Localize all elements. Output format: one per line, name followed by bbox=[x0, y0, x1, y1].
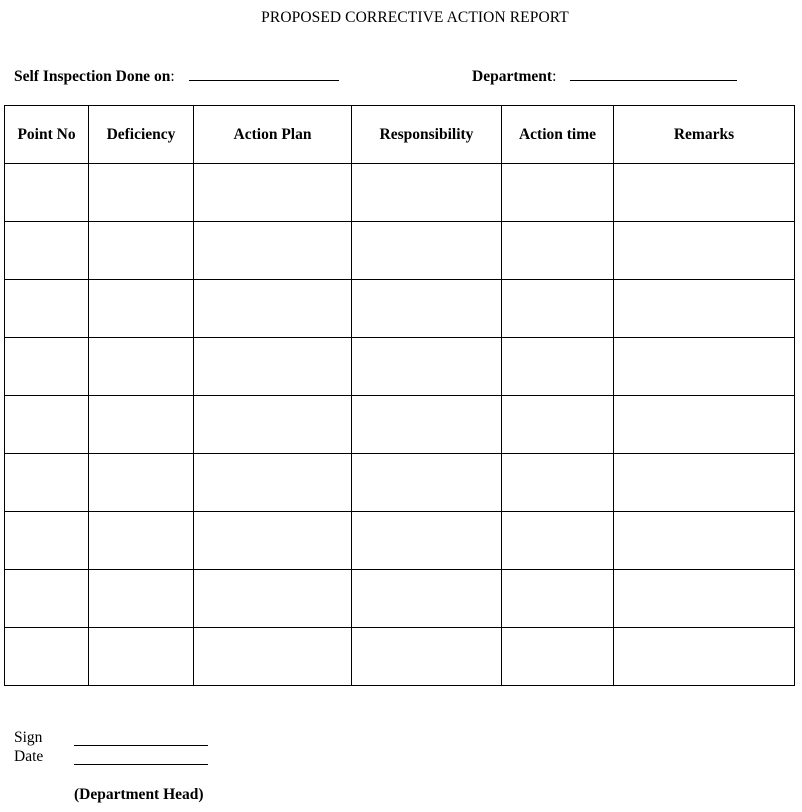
header-point-no: Point No bbox=[5, 106, 89, 164]
header-responsibility: Responsibility bbox=[352, 106, 502, 164]
table-cell[interactable] bbox=[614, 338, 795, 396]
table-row bbox=[5, 338, 795, 396]
table-cell[interactable] bbox=[5, 570, 89, 628]
table-cell[interactable] bbox=[352, 222, 502, 280]
table-cell[interactable] bbox=[5, 454, 89, 512]
table-cell[interactable] bbox=[5, 164, 89, 222]
table-body bbox=[5, 164, 795, 686]
table-cell[interactable] bbox=[502, 164, 614, 222]
table-cell[interactable] bbox=[502, 570, 614, 628]
table-cell[interactable] bbox=[194, 164, 352, 222]
table-cell[interactable] bbox=[194, 396, 352, 454]
table-cell[interactable] bbox=[502, 454, 614, 512]
table-cell[interactable] bbox=[352, 512, 502, 570]
header-remarks: Remarks bbox=[614, 106, 795, 164]
table-cell[interactable] bbox=[89, 570, 194, 628]
date-line[interactable] bbox=[74, 764, 208, 765]
self-inspection-field bbox=[14, 67, 339, 86]
table-row bbox=[5, 280, 795, 338]
table-cell[interactable] bbox=[5, 396, 89, 454]
table-cell[interactable] bbox=[89, 396, 194, 454]
table-row bbox=[5, 164, 795, 222]
department-colon: : bbox=[552, 68, 557, 85]
table-row bbox=[5, 570, 795, 628]
sign-label: Sign bbox=[14, 729, 43, 746]
table-cell[interactable] bbox=[502, 280, 614, 338]
table-cell[interactable] bbox=[194, 570, 352, 628]
table-cell[interactable] bbox=[89, 222, 194, 280]
table-cell[interactable] bbox=[614, 396, 795, 454]
table-header-row bbox=[5, 106, 795, 164]
table-cell[interactable] bbox=[89, 454, 194, 512]
department-field bbox=[472, 67, 737, 86]
table-cell[interactable] bbox=[502, 222, 614, 280]
date-label: Date bbox=[14, 748, 44, 765]
table-cell[interactable] bbox=[194, 222, 352, 280]
self-inspection-colon: : bbox=[170, 68, 175, 85]
table-cell[interactable] bbox=[502, 338, 614, 396]
table-cell[interactable] bbox=[352, 628, 502, 686]
table-cell[interactable] bbox=[352, 570, 502, 628]
header-deficiency: Deficiency bbox=[89, 106, 194, 164]
table-cell[interactable] bbox=[614, 222, 795, 280]
table-cell[interactable] bbox=[352, 338, 502, 396]
table-cell[interactable] bbox=[194, 338, 352, 396]
table-cell[interactable] bbox=[89, 338, 194, 396]
self-inspection-label: Self Inspection Done on bbox=[14, 68, 171, 85]
table-row bbox=[5, 512, 795, 570]
table-cell[interactable] bbox=[614, 454, 795, 512]
table-cell[interactable] bbox=[5, 280, 89, 338]
table-cell[interactable] bbox=[502, 512, 614, 570]
department-head-label: (Department Head) bbox=[74, 786, 204, 803]
report-title: PROPOSED CORRECTIVE ACTION REPORT bbox=[261, 9, 569, 26]
table-row bbox=[5, 396, 795, 454]
table-cell[interactable] bbox=[614, 164, 795, 222]
corrective-action-table bbox=[4, 105, 795, 686]
table-cell[interactable] bbox=[502, 396, 614, 454]
table-cell[interactable] bbox=[5, 338, 89, 396]
table-cell[interactable] bbox=[5, 222, 89, 280]
table-cell[interactable] bbox=[89, 280, 194, 338]
table-cell[interactable] bbox=[352, 164, 502, 222]
department-label: Department bbox=[472, 68, 553, 85]
table-cell[interactable] bbox=[194, 512, 352, 570]
table-cell[interactable] bbox=[5, 628, 89, 686]
table-cell[interactable] bbox=[194, 628, 352, 686]
table-cell[interactable] bbox=[5, 512, 89, 570]
table-cell[interactable] bbox=[194, 454, 352, 512]
table-cell[interactable] bbox=[614, 280, 795, 338]
table-cell[interactable] bbox=[614, 570, 795, 628]
sign-line[interactable] bbox=[74, 745, 208, 746]
department-blank[interactable] bbox=[570, 67, 737, 81]
table-cell[interactable] bbox=[89, 164, 194, 222]
table-row bbox=[5, 628, 795, 686]
table-cell[interactable] bbox=[352, 454, 502, 512]
table-cell[interactable] bbox=[352, 396, 502, 454]
table-cell[interactable] bbox=[502, 628, 614, 686]
self-inspection-blank[interactable] bbox=[189, 67, 339, 81]
header-action-plan: Action Plan bbox=[194, 106, 352, 164]
table-cell[interactable] bbox=[614, 512, 795, 570]
table-cell[interactable] bbox=[89, 628, 194, 686]
table-cell[interactable] bbox=[89, 512, 194, 570]
table-cell[interactable] bbox=[194, 280, 352, 338]
table-cell[interactable] bbox=[352, 280, 502, 338]
table-cell[interactable] bbox=[614, 628, 795, 686]
table-row bbox=[5, 222, 795, 280]
table-row bbox=[5, 454, 795, 512]
header-action-time: Action time bbox=[502, 106, 614, 164]
